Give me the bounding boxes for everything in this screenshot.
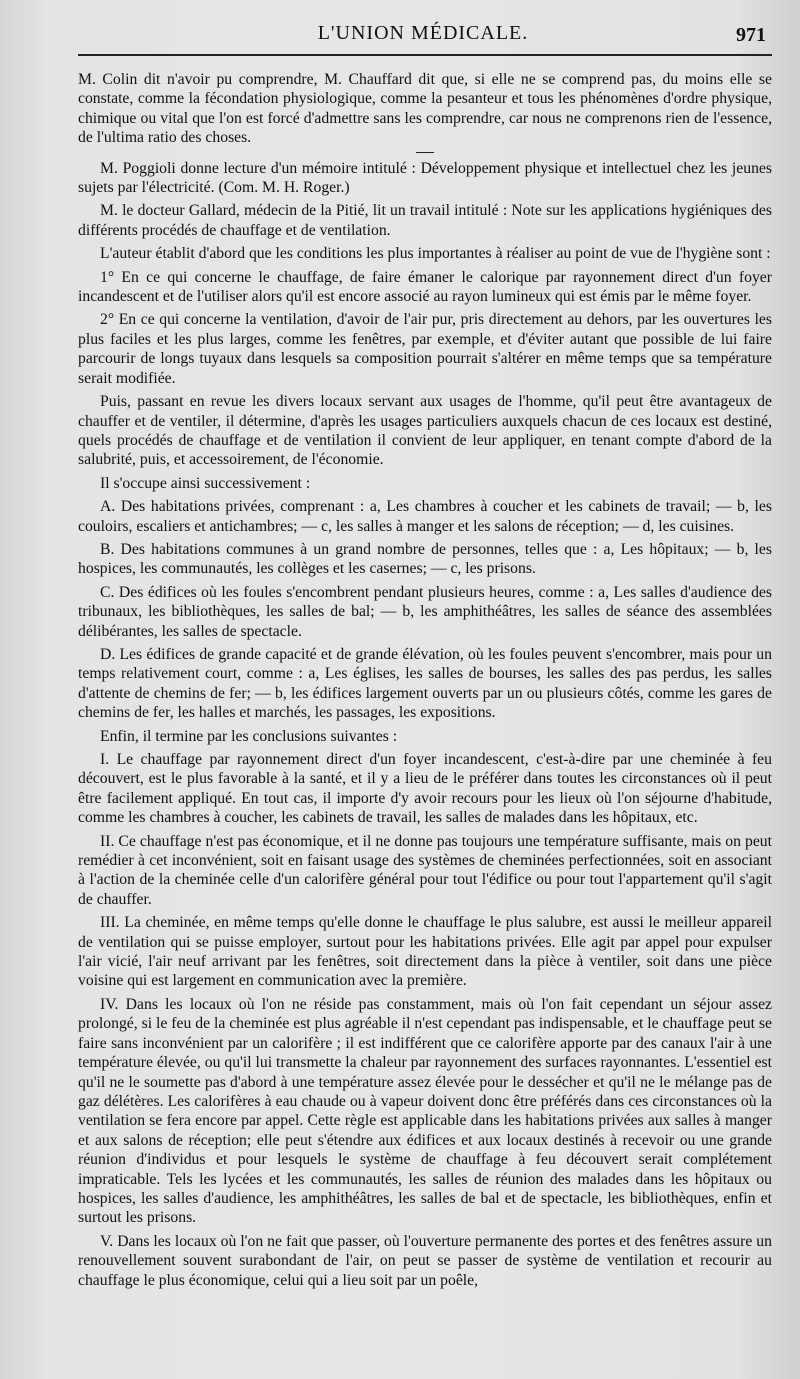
paragraph-item-a: A. Des habitations privées, comprenant : a, Les chambres à coucher et les cabinets de travail; — b, les couloirs, escaliers et antichambres; — c, les salles à manger et les salons de réception; — d, les cuisines. <box>78 498 772 535</box>
paragraph-item-d: D. Les édifices de grande capacité et de grande élévation, où les foules peuvent s'encombrer, mais pour un temps relativement court, comme : a, Les églises, les salles de bourses, les salles des pas perdus, les salles d'attente de chemins de fer; — b, les édifices largement ouverts par un ou plusieurs côtés, comme les gares de chemins de fer, les halles et marchés, les passages, les expositions. <box>78 645 772 722</box>
paragraph-condition-2: 2° En ce qui concerne la ventilation, d'avoir de l'air pur, pris directement au dehors, par les ouvertures les plus faciles et les plus larges, comme les fenêtres, par exemple, et d'éviter autant que possible de lui faire parcourir de longs tuyaux dans lesquels sa composition pourrait s'altérer en même temps que sa température serait modifiée. <box>78 311 772 387</box>
journal-title: L'UNION MÉDICALE. <box>317 22 529 44</box>
paragraph-conditions-intro: L'auteur établit d'abord que les conditions les plus importantes à réaliser au point de vue de l'hygiène sont : <box>100 245 771 263</box>
paragraph-condition-1: 1° En ce qui concerne le chauffage, de faire émaner le calorique par rayonnement direct d'un foyer incandescent et de l'utiliser alors qu'il est encore associé au rayon lumineux qui est émis par le même foyer. <box>78 268 772 306</box>
paragraph-conclusion-iv: IV. Dans les locaux où l'on ne réside pas constamment, mais où l'on fait cependant un séjour assez prolongé, si le feu de la cheminée est plus agréable il n'est cependant pas indispensable, et le chauffage peut se faire sans inconvénient par un calorifère ; il est indifférent que ce calorifère apporte par des canaux l'air à une température élevée, ou qu'il lui transmette la chaleur par rayonnement des surfaces rayonnantes. L'essentiel est qu'il ne le soumette pas d'abord à une température assez élevée pour le dessécher et qu'il ne le mélange pas de gaz délétères. Les calorifères à eau chaude ou à vapeur doivent donc être préférés dans ces circonstances où la ventilation se fera encore par appel. Cette règle est applicable dans les habitations privées aux salles à manger et aux salons de réception; elle peut s'étendre aux édifices et aux locaux destinés à recevoir ou une grande réunion d'individus et pour lesquels le système de chauffage à feu découvert serait complétement impraticable. Tels les lycées et les communautés, les salles de réunion des malades dans les hôpitaux ou hospices, les salles d'audience, les amphithéâtres, les salles de bal et de spectacle, les bibliothèques, enfin et surtout les prisons. <box>78 995 772 1227</box>
paragraph-conclusion-v: V. Dans les locaux où l'on ne fait que passer, où l'ouverture permanente des portes et des fenêtres assure un renouvellement souvent surabondant de l'air, on peut se passer de système de ventilation et recourir au chauffage le plus économique, celui qui a lieu soit par un poêle, <box>78 1232 772 1289</box>
page-number: 971 <box>736 24 766 46</box>
paragraph-conclusions-intro: Enfin, il termine par les conclusions suivantes : <box>100 727 398 745</box>
paragraph-review: Puis, passant en revue les divers locaux servant aux usages de l'homme, qu'il peut être avantageux de chauffer et de ventiler, il détermine, d'après les usages particuliers auxquels chacun de ces locaux est destiné, quels procédés de chauffage et de ventilation il convient de leur appliquer, en tenant compte d'abord de la salubrité, puis, et accessoirement, de l'économie. <box>78 393 772 469</box>
header-rule <box>78 54 772 56</box>
paragraph-item-c: C. Des édifices où les foules s'encombrent pendant plusieurs heures, comme : a, Les salles d'audience des tribunaux, les bibliothèques, les salles de bal; — b, les amphithéâtres, les salles de séance des assemblées délibérantes, les salles de spectacle. <box>78 583 772 640</box>
paragraph-conclusion-iii: III. La cheminée, en même temps qu'elle donne le chauffage le plus salubre, est aussi le meilleur appareil de ventilation qui se puisse employer, surtout pour les habitations privées. Elle agit par appel pour expulser l'air vicié, l'air neuf arrivant par les fenêtres, soit directement dans la pièce à ventiler, soit dans une pièce voisine qui est largement en communication avec la première. <box>78 914 772 990</box>
paragraph-item-b: B. Des habitations communes à un grand nombre de personnes, telles que : a, Les hôpitaux; — b, les hospices, les communautés, les collèges et les casernes; — c, les prisons. <box>78 540 772 578</box>
body-text <box>78 70 772 1294</box>
paragraph-gallard: M. le docteur Gallard, médecin de la Pitié, lit un travail intitulé : Note sur les applications hygiéniques des différents procédés de chauffage et de ventilation. <box>78 202 772 239</box>
paragraph-successively: Il s'occupe ainsi successivement : <box>100 474 311 492</box>
paragraph-colin: M. Colin dit n'avoir pu comprendre, M. Chauffard dit que, si elle ne se comprend pas, du moins elle se constate, comme la fécondation physiologique, comme la pesanteur et tous les phénomènes d'ordre physique, chimique ou vital que l'on est forcé d'admettre sans les comprendre, car nous ne comprenons rien de l'essence, de l'ultima ratio des choses. <box>78 71 772 147</box>
running-header <box>76 20 770 54</box>
paragraph-conclusion-ii: II. Ce chauffage n'est pas économique, et il ne donne pas toujours une température suffisante, mais on peut remédier à cet inconvénient, soit en faisant usage des systèmes de cheminées perfectionnées, soit en associant à l'action de la cheminée celle d'un calorifère général pour tout l'édifice ou pour tout l'appartement qu'il s'agit de chauffer. <box>78 832 772 908</box>
section-separator <box>416 152 434 153</box>
paragraph-conclusion-i: I. Le chauffage par rayonnement direct d'un foyer incandescent, c'est-à-dire par une cheminée à feu découvert, est le plus favorable à la santé, et il y a lieu de le préférer dans toutes les circonstances où il peut être facilement appliqué. En tout cas, il importe d'y avoir recours pour les lieux où l'on séjourne d'habitude, comme les chambres à coucher, les cabinets de travail, les salles de malades dans les hôpitaux, etc. <box>78 751 772 827</box>
paragraph-poggioli: M. Poggioli donne lecture d'un mémoire intitulé : Développement physique et intellectuel chez les jeunes sujets par l'électricité. (Com. M. H. Roger.) <box>78 159 772 197</box>
